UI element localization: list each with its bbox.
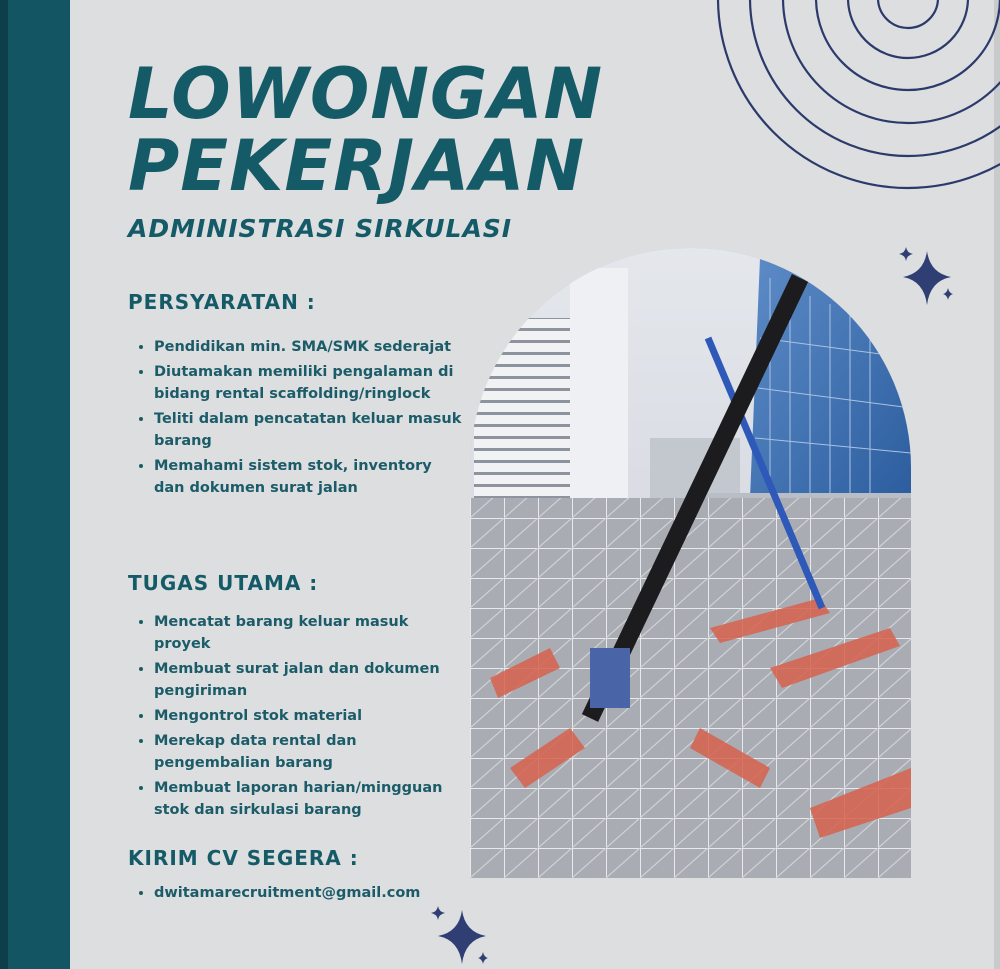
list-item: Membuat surat jalan dan dokumen pengiriman bbox=[132, 658, 462, 702]
list-item: Teliti dalam pencatatan keluar masuk barang bbox=[132, 408, 462, 452]
left-stripe-shadow bbox=[0, 0, 8, 969]
construction-photo bbox=[470, 248, 911, 878]
list-item: Membuat laporan harian/mingguan stok dan sirkulasi barang bbox=[132, 777, 462, 821]
sparkle-icon bbox=[893, 243, 963, 313]
requirements-list bbox=[132, 336, 462, 502]
page-title bbox=[128, 53, 604, 207]
contact-heading: KIRIM CV SEGERA : bbox=[128, 846, 359, 870]
title-line-1: LOWONGAN bbox=[128, 53, 604, 135]
list-item: Diutamakan memiliki pengalaman di bidang rental scaffolding/ringlock bbox=[132, 361, 462, 405]
sparkle-icon bbox=[426, 902, 496, 969]
left-stripe bbox=[0, 0, 70, 969]
duties-list bbox=[132, 611, 462, 824]
job-position-subtitle: ADMINISTRASI SIRKULASI bbox=[128, 214, 513, 243]
construction-photo-illustration bbox=[470, 248, 911, 878]
list-item: Memahami sistem stok, inventory dan dokumen surat jalan bbox=[132, 455, 462, 499]
list-item: Mencatat barang keluar masuk proyek bbox=[132, 611, 462, 655]
requirements-heading: PERSYARATAN : bbox=[128, 290, 316, 314]
list-item: Mengontrol stok material bbox=[132, 705, 462, 727]
list-item: Pendidikan min. SMA/SMK sederajat bbox=[132, 336, 462, 358]
title-line-2: PEKERJAAN bbox=[128, 125, 586, 207]
duties-heading: TUGAS UTAMA : bbox=[128, 571, 319, 595]
concentric-circles-decoration bbox=[700, 0, 1000, 200]
list-item: Merekap data rental dan pengembalian barang bbox=[132, 730, 462, 774]
contact-email-link[interactable]: dwitamarecruitment@gmail.com bbox=[132, 882, 492, 904]
